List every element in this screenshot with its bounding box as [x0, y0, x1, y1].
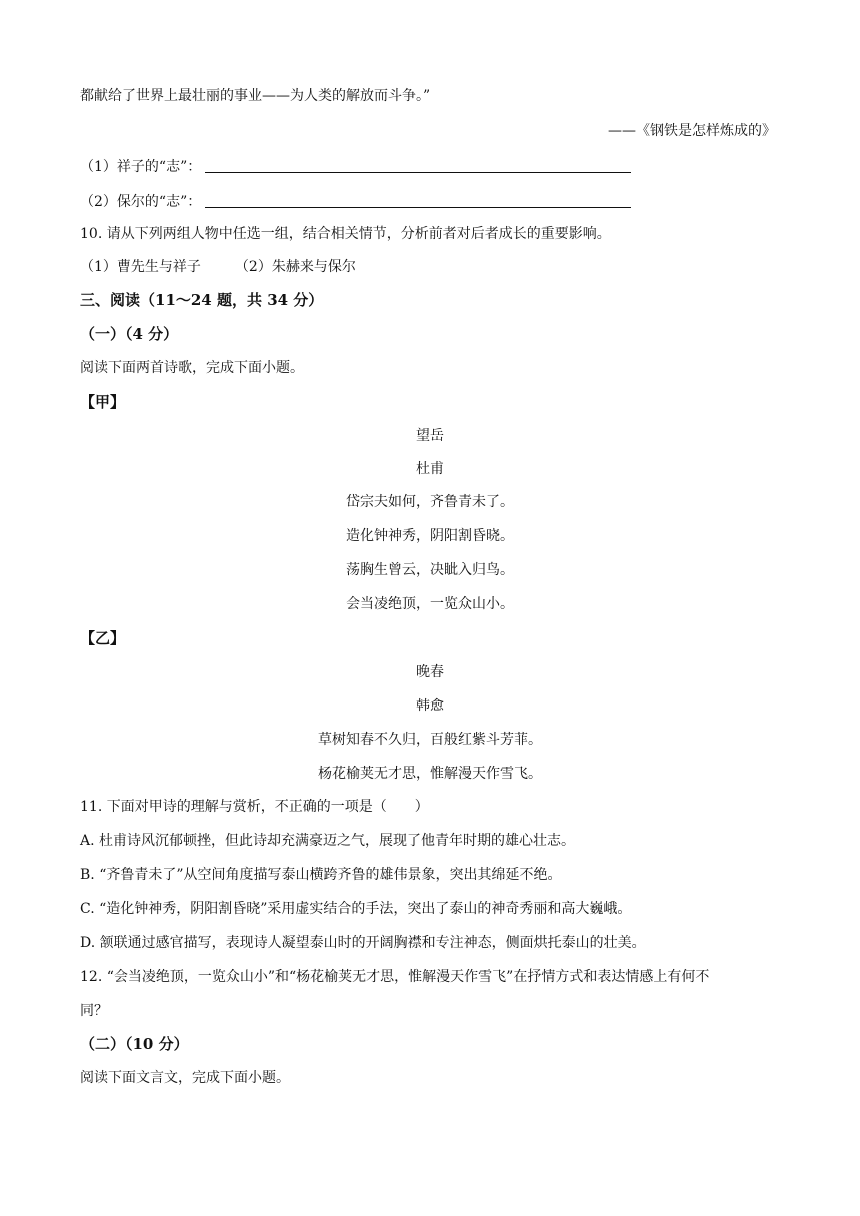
- q10-option-1: （1）曹先生与祥子: [80, 259, 201, 275]
- q9-item-2-label: （2）保尔的“志”：: [80, 194, 202, 210]
- q12-prompt-line-1: 12. “会当凌绝顶，一览众山小”和“杨花榆荚无才思，惟解漫天作雪飞”在抒情方式和表达情感上有何不: [80, 969, 710, 985]
- part-1-instruction: 阅读下面两首诗歌，完成下面小题。: [80, 360, 304, 376]
- section-3-title: 三、阅读（11～24 题，共 34 分）: [80, 291, 324, 309]
- poem-yi-tag: 【乙】: [80, 629, 126, 647]
- poem-jia-tag: 【甲】: [80, 393, 126, 411]
- q11-option-b: B. “齐鲁青未了”从空间角度描写泰山横跨齐鲁的雄伟景象，突出其绵延不绝。: [80, 867, 562, 883]
- q9-item-1-answer-blank[interactable]: [205, 158, 631, 173]
- q11-option-d: D. 颔联通过感官描写，表现诗人凝望泰山时的开阔胸襟和专注神态，侧面烘托泰山的壮美。: [80, 935, 646, 951]
- poem-yi-line: 草树知春不久归，百般红紫斗芳菲。: [318, 732, 542, 748]
- part-2-title: （二）（10 分）: [80, 1035, 189, 1053]
- q10-prompt: 10. 请从下列两组人物中任选一组，结合相关情节，分析前者对后者成长的重要影响。: [80, 226, 611, 242]
- q9-item-1-label: （1）祥子的“志”：: [80, 159, 202, 175]
- q10-options: [80, 257, 356, 277]
- q11-option-c: C. “造化钟神秀，阴阳割昏晓”采用虚实结合的手法，突出了泰山的神奇秀丽和高大巍峨。: [80, 901, 632, 917]
- q9-item-1: [80, 157, 631, 177]
- poem-jia-line: 荡胸生曾云，决眦入归鸟。: [346, 562, 514, 578]
- poem-jia-line: 会当凌绝顶，一览众山小。: [346, 596, 514, 612]
- part-1-title: （一）（4 分）: [80, 325, 179, 343]
- q11-option-a: A. 杜甫诗风沉郁顿挫，但此诗却充满豪迈之气，展现了他青年时期的雄心壮志。: [80, 833, 576, 849]
- q10-option-2: （2）朱赫来与保尔: [234, 259, 356, 275]
- part-2-instruction: 阅读下面文言文，完成下面小题。: [80, 1070, 290, 1086]
- poem-yi-author: 韩愈: [416, 698, 444, 714]
- poem-jia-title: 望岳: [416, 428, 444, 444]
- poem-jia-author: 杜甫: [416, 461, 444, 477]
- quote-text: 都献给了世界上最壮丽的事业——为人类的解放而斗争。”: [80, 88, 431, 104]
- q11-prompt: 11. 下面对甲诗的理解与赏析，不正确的一项是（ ）: [80, 799, 429, 815]
- poem-jia-line: 岱宗夫如何，齐鲁青未了。: [346, 494, 514, 510]
- poem-yi-title: 晚春: [416, 664, 444, 680]
- quote-source: ——《钢铁是怎样炼成的》: [608, 123, 776, 139]
- q9-item-2: [80, 192, 631, 212]
- q12-prompt-line-2: 同？: [80, 1003, 108, 1019]
- poem-jia-line: 造化钟神秀，阴阳割昏晓。: [346, 528, 514, 544]
- q9-item-2-answer-blank[interactable]: [205, 193, 631, 208]
- poem-yi-line: 杨花榆荚无才思，惟解漫天作雪飞。: [318, 766, 542, 782]
